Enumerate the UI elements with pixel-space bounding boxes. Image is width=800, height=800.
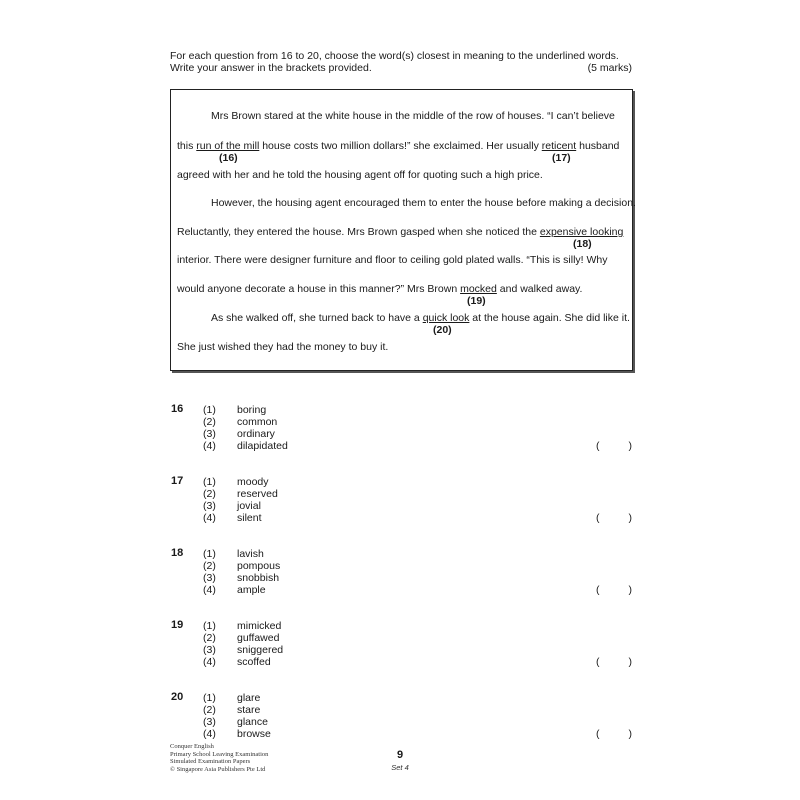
marker-17: (17) [552,152,571,164]
option-text[interactable]: scoffed [237,656,271,668]
option-text[interactable]: stare [237,704,261,716]
passage-line-9: She just wished they had the money to buy it. [177,341,389,353]
option-number: (1) [203,548,216,560]
option-number: (3) [203,716,216,728]
passage-line-1: Mrs Brown stared at the white house in the middle of the row of houses. “I can’t believe [211,110,615,122]
underlined-phrase-19: mocked [460,283,497,295]
option-number: (2) [203,632,216,644]
marker-20: (20) [433,324,452,336]
passage-line-2: this run of the mill house costs two million dollars!” she exclaimed. Her usually reticent husband [177,140,620,152]
question-number: 19 [171,619,184,631]
underlined-phrase-16: run of the mill [196,140,260,152]
option-text[interactable]: glare [237,692,261,704]
underlined-phrase-17: reticent [541,140,577,152]
answer-bracket-18[interactable]: ( ) [596,584,632,596]
option-text[interactable]: glance [237,716,268,728]
passage-line-4: However, the housing agent encouraged them to enter the house before making a decision. [211,197,636,209]
option-number: (3) [203,644,216,656]
option-number: (3) [203,572,216,584]
option-text[interactable]: moody [237,476,269,488]
set-label: Set 4 [391,763,409,772]
passage-line-8: As she walked off, she turned back to have a quick look at the house again. She did like it. [211,312,630,324]
option-text[interactable]: browse [237,728,271,740]
question-number: 17 [171,475,184,487]
option-text[interactable]: boring [237,404,267,416]
option-number: (4) [203,584,216,596]
option-text[interactable]: guffawed [237,632,280,644]
passage-line-7: would anyone decorate a house in this manner?” Mrs Brown mocked and walked away. [177,283,583,295]
option-number: (2) [203,488,216,500]
option-text[interactable]: snobbish [237,572,280,584]
option-number: (1) [203,404,216,416]
marker-19: (19) [467,295,486,307]
option-text[interactable]: common [237,416,278,428]
marks-label: (5 marks) [587,62,632,74]
footer-publisher: Conquer English Primary School Leaving Examination Simulated Examination Papers © Singapore Asia Publishers Pte Ltd [170,743,269,773]
option-text[interactable]: reserved [237,488,278,500]
answer-bracket-16[interactable]: ( ) [596,440,632,452]
option-text[interactable]: lavish [237,548,264,560]
instructions-line-2: Write your answer in the brackets provided. [170,62,372,74]
option-number: (4) [203,656,216,668]
option-text[interactable]: ordinary [237,428,275,440]
option-number: (2) [203,704,216,716]
instructions [170,50,632,74]
option-text[interactable]: pompous [237,560,281,572]
option-text[interactable]: jovial [237,500,261,512]
marker-16: (16) [219,152,238,164]
option-number: (2) [203,560,216,572]
underlined-phrase-20: quick look [422,312,470,324]
page-number: 9 [396,749,404,761]
instructions-line-1: For each question from 16 to 20, choose the word(s) closest in meaning to the underlined words. [170,50,619,62]
option-number: (1) [203,692,216,704]
option-number: (4) [203,512,216,524]
option-text[interactable]: ample [237,584,266,596]
option-number: (1) [203,620,216,632]
answer-bracket-19[interactable]: ( ) [596,656,632,668]
answer-bracket-17[interactable]: ( ) [596,512,632,524]
option-text[interactable]: sniggered [237,644,284,656]
option-text[interactable]: dilapidated [237,440,288,452]
answer-bracket-20[interactable]: ( ) [596,728,632,740]
passage-line-3: agreed with her and he told the housing agent off for quoting such a high price. [177,169,543,181]
question-number: 16 [171,403,184,415]
passage-line-6: interior. There were designer furniture and floor to ceiling gold plated walls. “This is silly! Why [177,254,608,266]
option-number: (3) [203,500,216,512]
underlined-phrase-18: expensive looking [539,226,624,238]
option-number: (4) [203,440,216,452]
option-number: (1) [203,476,216,488]
option-number: (2) [203,416,216,428]
option-text[interactable]: silent [237,512,262,524]
question-number: 20 [171,691,184,703]
option-number: (3) [203,428,216,440]
option-number: (4) [203,728,216,740]
option-text[interactable]: mimicked [237,620,282,632]
question-number: 18 [171,547,184,559]
passage-line-5: Reluctantly, they entered the house. Mrs Brown gasped when she noticed the expensive looking [177,226,624,238]
marker-18: (18) [573,238,592,250]
